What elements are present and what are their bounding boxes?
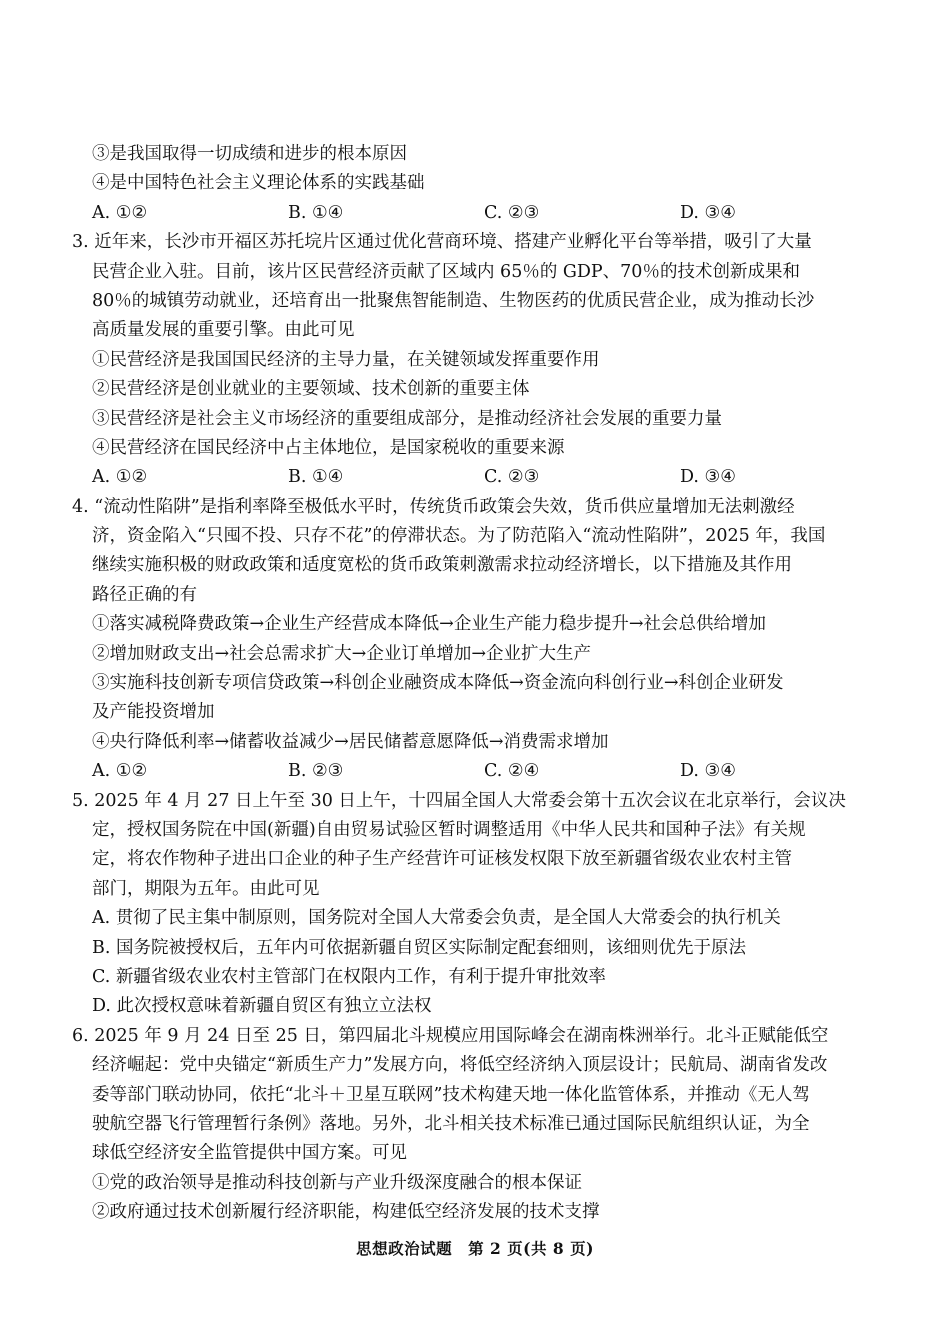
q3-option-b: B. ①④ (288, 467, 344, 488)
q3-stem-line-4: 高质量发展的重要引擎。由此可见 (92, 320, 355, 341)
q2-option-b: B. ①④ (288, 202, 344, 223)
q4-item-3: ③实施科技创新专项信贷政策→科创企业融资成本降低→资金流向科创行业→科创企业研发 (92, 673, 784, 694)
q4-option-b: B. ②③ (288, 761, 344, 782)
q5-stem-line-3: 定，将农作物种子进出口企业的种子生产经营许可证核发权限下放至新疆省级农业农村主管 (92, 849, 792, 870)
q3-item-3: ③民营经济是社会主义市场经济的重要组成部分，是推动经济社会发展的重要力量 (92, 408, 722, 429)
q6-stem-line-1: 6. 2025 年 9 月 24 日至 25 日，第四届北斗规模应用国际峰会在湖南株洲举行。北斗正赋能低空 (72, 1025, 829, 1046)
q5-choice-d: D. 此次授权意味着新疆自贸区有独立立法权 (92, 996, 432, 1017)
q5-choice-c: C. 新疆省级农业农村主管部门在权限内工作，有利于提升审批效率 (92, 966, 606, 987)
question-4 (72, 493, 884, 787)
question-3 (72, 228, 884, 493)
q3-option-d: D. ③④ (680, 467, 736, 488)
q2-option-a: A. ①② (92, 202, 148, 223)
question-5 (72, 787, 884, 1022)
q4-item-1: ①落实减税降费政策→企业生产经营成本降低→企业生产能力稳步提升→社会总供给增加 (92, 614, 766, 635)
q6-stem-line-3: 委等部门联动协同，依托“北斗＋卫星互联网”技术构建天地一体化监管体系，并推动《无人驾 (92, 1084, 810, 1105)
q2-options (72, 199, 884, 228)
q4-option-a: A. ①② (92, 761, 148, 782)
page-footer: 思想政治试题 第 2 页(共 8 页) (356, 1239, 594, 1258)
q2-option-d: D. ③④ (680, 202, 736, 223)
q5-stem-line-2: 定，授权国务院在中国(新疆)自由贸易试验区暂时调整适用《中华人民共和国种子法》有关规 (92, 819, 806, 840)
q6-stem-line-2: 经济崛起：党中央锚定“新质生产力”发展方向，将低空经济纳入顶层设计；民航局、湖南省发改 (92, 1055, 828, 1076)
q4-stem-line-1: 4. “流动性陷阱”是指利率降至极低水平时，传统货币政策会失效，货币供应量增加无法刺激经 (72, 496, 795, 517)
q2-item-3: ③是我国取得一切成绩和进步的根本原因 (92, 144, 407, 164)
q4-option-d: D. ③④ (680, 761, 736, 782)
q4-option-c: C. ②④ (484, 761, 540, 782)
q4-stem-line-4: 路径正确的有 (92, 584, 197, 605)
q3-stem-line-2: 民营企业入驻。目前，该片区民营经济贡献了区域内 65％的 GDP、70％的技术创新成果和 (92, 261, 800, 282)
q5-stem-line-4: 部门，期限为五年。由此可见 (92, 878, 320, 899)
q3-stem-line-3: 80％的城镇劳动就业，还培育出一批聚焦智能制造、生物医药的优质民营企业，成为推动长沙 (92, 290, 815, 311)
q4-stem-line-3: 继续实施积极的财政政策和适度宽松的货币政策刺激需求拉动经济增长，以下措施及其作用 (92, 555, 792, 576)
question-2-tail (72, 140, 884, 228)
q3-option-a: A. ①② (92, 467, 148, 488)
question-6 (72, 1022, 884, 1228)
q2-option-c: C. ②③ (484, 202, 540, 223)
q5-choice-a: A. 贯彻了民主集中制原则，国务院对全国人大常委会负责，是全国人大常委会的执行机关 (92, 908, 781, 929)
q5-stem-line-1: 5. 2025 年 4 月 27 日上午至 30 日上午，十四届全国人大常委会第十五次会议在北京举行，会议决 (72, 790, 846, 811)
q4-options (72, 757, 884, 786)
exam-content (72, 140, 884, 1227)
q4-item-2: ②增加财政支出→社会总需求扩大→企业订单增加→企业扩大生产 (92, 643, 591, 664)
q6-stem-line-5: 球低空经济安全监管提供中国方案。可见 (92, 1143, 407, 1164)
q4-item-4: ④央行降低利率→储蓄收益减少→居民储蓄意愿降低→消费需求增加 (92, 731, 609, 752)
q3-item-2: ②民营经济是创业就业的主要领域、技术创新的重要主体 (92, 379, 530, 400)
q3-item-1: ①民营经济是我国国民经济的主导力量，在关键领域发挥重要作用 (92, 349, 600, 370)
q3-options (72, 463, 884, 492)
q4-stem-line-2: 济，资金陷入“只囤不投、只存不花”的停滞状态。为了防范陷入“流动性陷阱”，2025 年，我国 (92, 526, 826, 547)
q6-stem-line-4: 驶航空器飞行管理暂行条例》落地。另外，北斗相关技术标准已通过国际民航组织认证，为全 (92, 1113, 810, 1134)
q4-item-3-cont: 及产能投资增加 (92, 702, 215, 723)
q3-item-4: ④民营经济在国民经济中占主体地位，是国家税收的重要来源 (92, 437, 565, 458)
q3-option-c: C. ②③ (484, 467, 540, 488)
q3-stem-line-1: 3. 近年来，长沙市开福区苏托垸片区通过优化营商环境、搭建产业孵化平台等举措，吸引了大量 (72, 232, 812, 253)
q6-item-1: ①党的政治领导是推动科技创新与产业升级深度融合的根本保证 (92, 1172, 582, 1193)
q6-item-2: ②政府通过技术创新履行经济职能，构建低空经济发展的技术支撑 (92, 1202, 600, 1223)
q2-item-4: ④是中国特色社会主义理论体系的实践基础 (92, 173, 425, 194)
q5-choice-b: B. 国务院被授权后，五年内可依据新疆自贸区实际制定配套细则，该细则优先于原法 (92, 937, 746, 958)
